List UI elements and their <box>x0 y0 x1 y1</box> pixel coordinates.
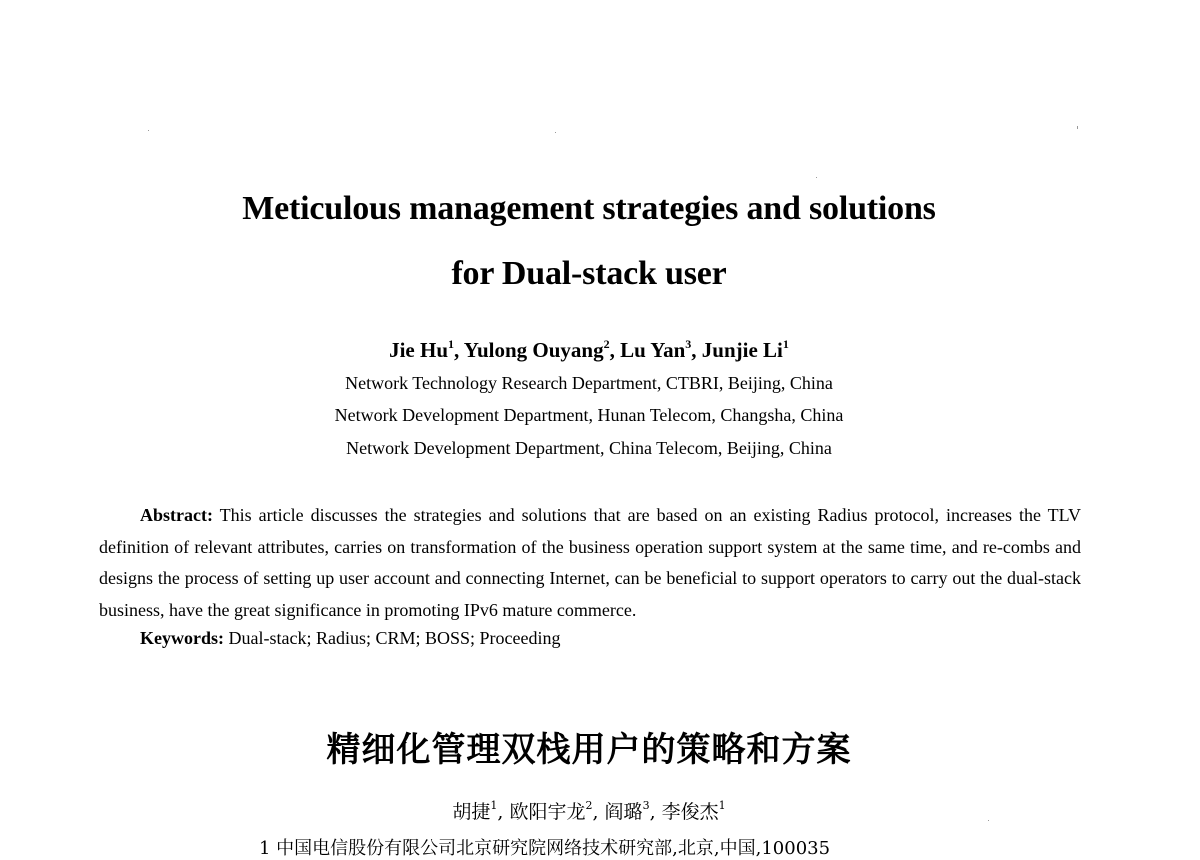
chinese-title: 精细化管理双栈用户的策略和方案 <box>326 730 852 770</box>
keywords-line <box>140 628 561 649</box>
abstract-paragraph <box>99 500 1081 626</box>
chinese-author-separator: , <box>497 801 504 823</box>
affiliation-line: Network Development Department, Hunan Telecom, Changsha, China <box>334 405 844 425</box>
paper-title-line-1: Meticulous management strategies and solutions <box>242 190 936 227</box>
scan-speck <box>555 132 556 133</box>
chinese-author-affiliation-mark: 2 <box>585 799 593 812</box>
chinese-author-list <box>0 797 1178 824</box>
chinese-author-separator: , <box>649 801 656 823</box>
chinese-author-name: 李俊杰 <box>661 801 719 823</box>
chinese-author-name: 阎璐 <box>604 801 643 823</box>
abstract-label: Abstract: <box>140 505 213 525</box>
chinese-author-name: 胡捷 <box>452 801 491 823</box>
author-affiliation-mark: 3 <box>685 337 692 351</box>
chinese-author-separator: , <box>592 801 599 823</box>
chinese-author-affiliation-mark: 1 <box>490 799 498 812</box>
chinese-author-affiliation-mark: 3 <box>642 799 650 812</box>
author-affiliation-mark: 2 <box>603 337 610 351</box>
author-list: Jie Hu$^1$, Yulong Ouyang$^2$, Lu Yan$^3$, Junjie Li$^1$ <box>389 337 789 362</box>
scan-speck <box>988 820 989 821</box>
chinese-author-affiliation-mark: 1 <box>718 799 726 812</box>
keywords-text: Dual-stack; Radius; CRM; BOSS; Proceeding <box>228 628 561 648</box>
author-name: Yulong Ouyang <box>463 338 604 362</box>
scan-speck <box>148 130 149 131</box>
paper-title-line-2: for Dual-stack user <box>451 255 727 292</box>
author-affiliation-mark: 1 <box>782 337 789 351</box>
scan-speck <box>816 177 817 178</box>
chinese-author-name: 欧阳宇龙 <box>509 801 586 823</box>
author-affiliation-mark: 1 <box>448 337 454 351</box>
author-name: Junjie Li <box>701 338 783 362</box>
affiliation-line: Network Development Department, China Telecom, Beijing, China <box>346 438 832 458</box>
chinese-affiliation-line: 1 中国电信股份有限公司北京研究院网络技术研究部,北京,中国,100035 <box>259 838 831 859</box>
author-name: Lu Yan <box>620 338 686 362</box>
author-name: Jie Hu <box>389 338 448 362</box>
keywords-label: Keywords: <box>140 628 224 648</box>
scan-speck <box>1077 126 1078 129</box>
affiliation-line: Network Technology Research Department, CTBRI, Beijing, China <box>345 373 833 393</box>
abstract-text: This article discusses the strategies and solutions that are based on an existing Radius protocol, increases the TLV definition of relevant attributes, carries on transformation of the business operation support system at the same time, and re-combs and designs the process of setting up user account and connecting Internet, can be beneficial to support operators to carry out the dual-stack business, have the great significance in promoting IPv6 mature commerce. <box>99 505 1081 620</box>
